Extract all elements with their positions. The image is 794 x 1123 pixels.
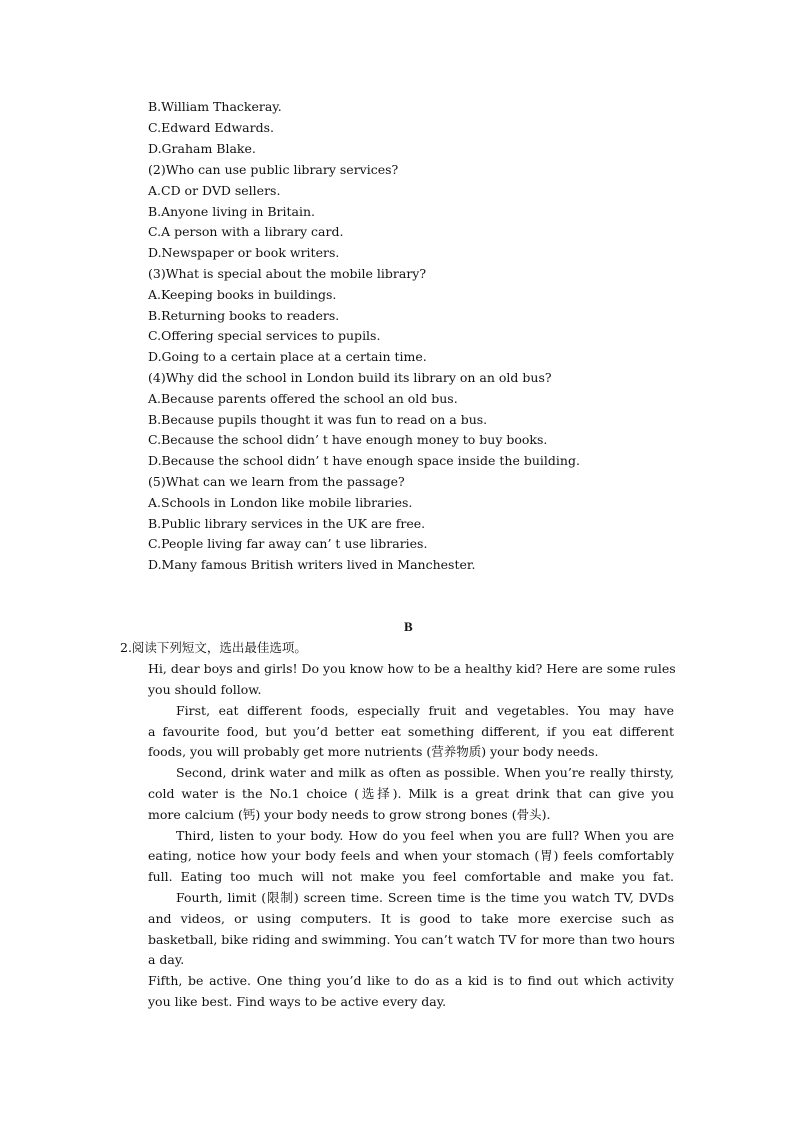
- q4-option-b: B.Because pupils thought it was fun to read on a bus.: [148, 412, 488, 427]
- passage-line: full. Eating too much will not make you feel comfortable and make you fat.: [148, 869, 674, 884]
- passage-line: basketball, bike riding and swimming. You can’t watch TV for more than two hours: [148, 932, 675, 947]
- q2-option-b: B.Anyone living in Britain.: [148, 204, 316, 219]
- passage-line: more calcium (钙) your body needs to grow strong bones (骨头).: [148, 807, 551, 822]
- q5-question: (5)What can we learn from the passage?: [148, 474, 405, 489]
- passage-line: Fourth, limit (限制) screen time. Screen time is the time you watch TV, DVDs: [176, 890, 674, 905]
- q3-question: (3)What is special about the mobile library?: [148, 266, 427, 281]
- q3-option-a: A.Keeping books in buildings.: [148, 287, 337, 302]
- passage-line: a favourite food, but you’d better eat something different, if you eat different: [148, 724, 674, 739]
- q1-option-c: C.Edward Edwards.: [148, 120, 274, 135]
- q3-option-d: D.Going to a certain place at a certain time.: [148, 349, 427, 364]
- passage-line: and videos, or using computers. It is good to take more exercise such as: [148, 911, 674, 926]
- section-instruction: 2.阅读下列短文，选出最佳选项。: [120, 640, 307, 655]
- passage-line: a day.: [148, 952, 185, 967]
- q2-question: (2)Who can use public library services?: [148, 162, 399, 177]
- q5-option-a: A.Schools in London like mobile libraries.: [148, 495, 413, 510]
- q5-option-c: C.People living far away can’ t use libraries.: [148, 536, 428, 551]
- q5-option-d: D.Many famous British writers lived in Manchester.: [148, 557, 476, 572]
- passage-line: cold water is the No.1 choice (选择). Milk is a great drink that can give you: [148, 786, 674, 801]
- q4-option-c: C.Because the school didn’ t have enough money to buy books.: [148, 432, 548, 447]
- q5-option-b: B.Public library services in the UK are free.: [148, 516, 426, 531]
- q2-option-a: A.CD or DVD sellers.: [148, 183, 281, 198]
- q4-question: (4)Why did the school in London build its library on an old bus?: [148, 370, 552, 385]
- q1-option-d: D.Graham Blake.: [148, 141, 256, 156]
- passage-line: Second, drink water and milk as often as possible. When you’re really thirsty,: [176, 765, 674, 780]
- passage-line: foods, you will probably get more nutrients (营养物质) your body needs.: [148, 744, 599, 759]
- q4-option-a: A.Because parents offered the school an old bus.: [148, 391, 458, 406]
- q3-option-c: C.Offering special services to pupils.: [148, 328, 381, 343]
- q1-option-b: B.William Thackeray.: [148, 99, 282, 114]
- section-heading: B: [404, 619, 413, 634]
- passage-line: Hi, dear boys and girls! Do you know how to be a healthy kid? Here are some rules: [148, 661, 676, 676]
- passage-line: Third, listen to your body. How do you feel when you are full? When you are: [176, 828, 674, 843]
- passage-line: Fifth, be active. One thing you’d like to do as a kid is to find out which activity: [148, 973, 674, 988]
- passage-line: First, eat different foods, especially fruit and vegetables. You may have: [176, 703, 674, 718]
- q2-option-d: D.Newspaper or book writers.: [148, 245, 340, 260]
- q2-option-c: C.A person with a library card.: [148, 224, 344, 239]
- q4-option-d: D.Because the school didn’ t have enough space inside the building.: [148, 453, 580, 468]
- passage-line: eating, notice how your body feels and when your stomach (胃) feels comfortably: [148, 848, 674, 863]
- q3-option-b: B.Returning books to readers.: [148, 308, 340, 323]
- passage-line: you like best. Find ways to be active every day.: [148, 994, 447, 1009]
- passage-line: you should follow.: [148, 682, 262, 697]
